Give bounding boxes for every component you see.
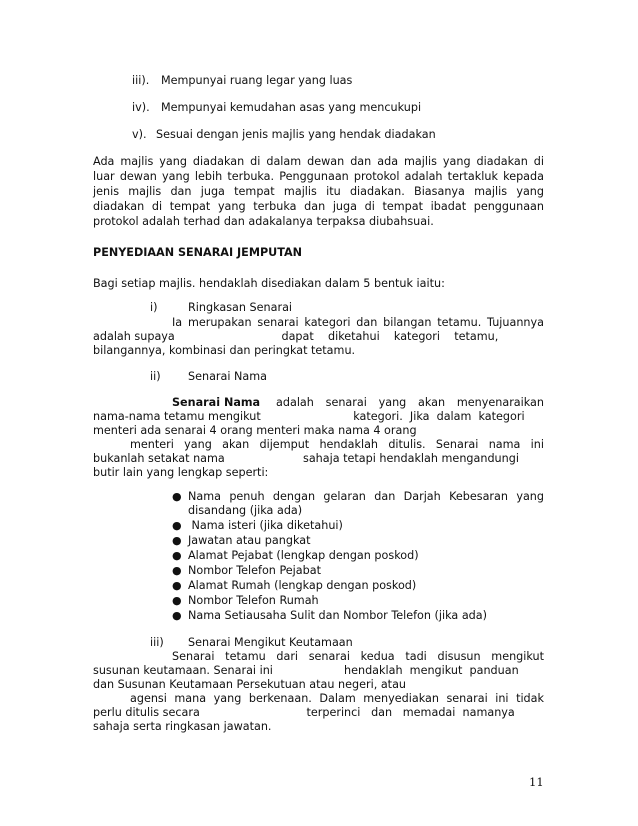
section-marker: ii): [150, 370, 161, 383]
bullet-icon: ●: [172, 594, 182, 607]
section-marker: i): [150, 301, 158, 314]
section-line: adalah senarai yang akan menyenaraikan: [276, 396, 544, 409]
list-marker: iv).: [132, 101, 150, 114]
paragraph-line: jenis majlis dan juga tempat majlis itu diadakan. Biasanya majlis yang: [93, 185, 544, 198]
list-marker: v).: [132, 128, 147, 141]
paragraph-line: protokol adalah terhad dan adakalanya terpaksa diubahsuai.: [93, 215, 434, 228]
section-line: agensi mana yang berkenaan. Dalam menyediakan senarai ini tidak: [130, 692, 544, 705]
bullet-icon: ●: [172, 549, 182, 562]
section-line: Senarai tetamu dari senarai kedua tadi disusun mengikut: [172, 650, 544, 663]
section-line: adalah supaya dapat diketahui kategori tetamu,: [93, 330, 499, 343]
section-line: susunan keutamaan. Senarai ini hendaklah mengikut panduan: [93, 664, 519, 677]
section-title: Senarai Mengikut Keutamaan: [188, 636, 353, 649]
section-line: perlu ditulis secara terperinci dan memadai namanya: [93, 706, 515, 719]
section-line: menteri yang akan dijemput hendaklah ditulis. Senarai nama ini: [130, 438, 544, 451]
page-number: 11: [529, 775, 544, 789]
bullet-item: Nama Setiausaha Sulit dan Nombor Telefon (jika ada): [188, 609, 488, 622]
intro-text: Bagi setiap majlis. hendaklah disediakan dalam 5 bentuk iaitu:: [93, 277, 445, 290]
section-line: dan Susunan Keutamaan Persekutuan atau negeri, atau: [93, 678, 407, 691]
list-item: Mempunyai ruang legar yang luas: [161, 74, 353, 87]
bullet-icon: ●: [172, 490, 182, 503]
section-line: bukanlah setakat nama sahaja tetapi hendaklah mengandungi: [93, 452, 519, 465]
paragraph-line: Ada majlis yang diadakan di dalam dewan dan ada majlis yang diadakan di: [93, 155, 544, 168]
bullet-icon: ●: [172, 579, 182, 592]
section-marker: iii): [150, 636, 164, 649]
list-item: Mempunyai kemudahan asas yang mencukupi: [161, 101, 422, 114]
bold-lead: Senarai Nama: [172, 396, 261, 409]
section-line: butir lain yang lengkap seperti:: [93, 466, 269, 479]
bullet-item: Jawatan atau pangkat: [188, 534, 311, 547]
bullet-icon: ●: [172, 519, 182, 532]
section-title: Ringkasan Senarai: [188, 301, 293, 314]
section-title: Senarai Nama: [188, 370, 268, 383]
bullet-icon: ●: [172, 534, 182, 547]
bullet-item: Nama penuh dengan gelaran dan Darjah Kebesaran yang: [188, 490, 544, 503]
section-line: sahaja serta ringkasan jawatan.: [93, 720, 272, 733]
bullet-item: Nama isteri (jika diketahui): [188, 519, 343, 532]
section-line: menteri ada senarai 4 orang menteri maka nama 4 orang: [93, 424, 417, 437]
section-line: bilangannya, kombinasi dan peringkat tetamu.: [93, 344, 356, 357]
bullet-item: Alamat Rumah (lengkap dengan poskod): [188, 579, 417, 592]
bullet-icon: ●: [172, 564, 182, 577]
bullet-icon: ●: [172, 609, 182, 622]
bullet-item: Nombor Telefon Pejabat: [188, 564, 321, 577]
bullet-item: Nombor Telefon Rumah: [188, 594, 319, 607]
section-line: Ia merupakan senarai kategori dan bilangan tetamu. Tujuannya: [172, 316, 544, 329]
list-item: Sesuai dengan jenis majlis yang hendak diadakan: [156, 128, 436, 141]
paragraph-line: luar dewan yang lebih terbuka. Penggunaan protokol adalah tertakluk kepada: [93, 170, 544, 183]
list-marker: iii).: [132, 74, 150, 87]
bullet-item: Alamat Pejabat (lengkap dengan poskod): [188, 549, 419, 562]
paragraph-line: diadakan di tempat yang terbuka dan juga di tempat ibadat penggunaan: [93, 200, 544, 213]
section-heading: PENYEDIAAN SENARAI JEMPUTAN: [93, 246, 303, 259]
bullet-item: disandang (jika ada): [188, 504, 303, 517]
section-line: nama-nama tetamu mengikut kategori. Jika dalam kategori: [93, 410, 525, 423]
